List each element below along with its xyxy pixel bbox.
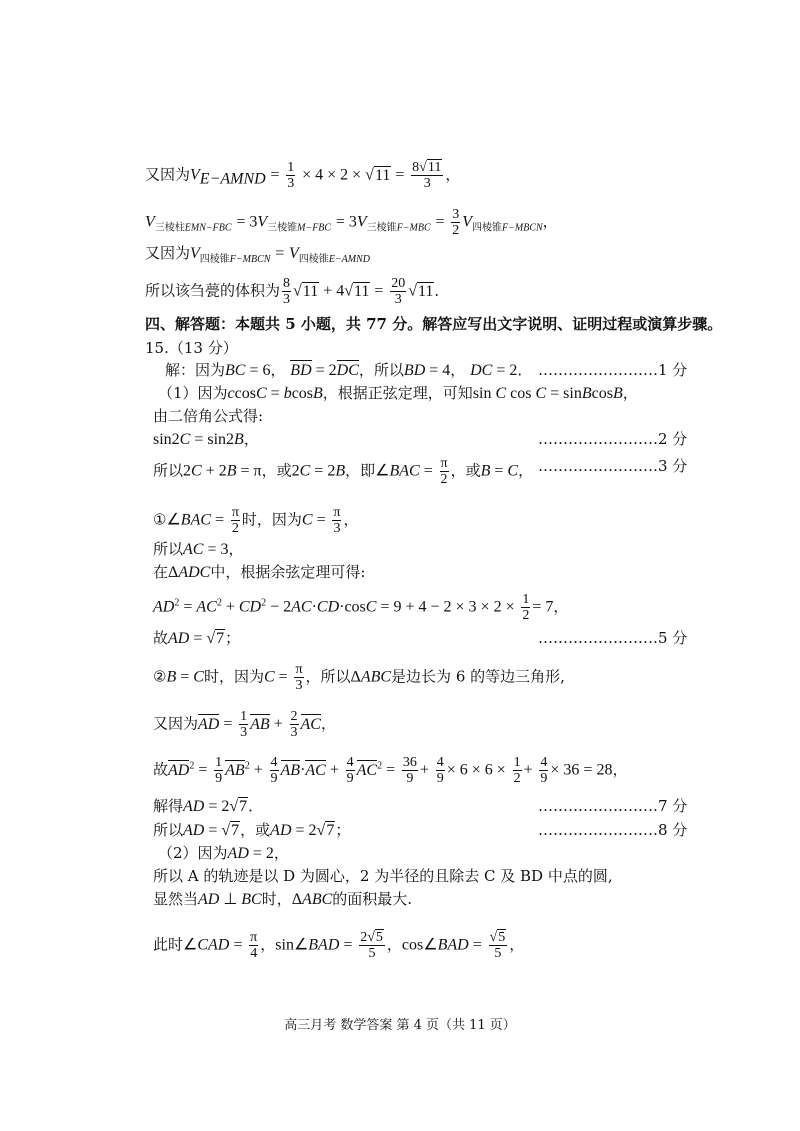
volume-e-amnd-line: 又因为$V_{E-AMND}$ = $\frac{1}{3}$ × 4 × 2 × √11 = $\frac{8√11}{3}$ ， xyxy=(145,160,461,191)
fraction-4-9-b: $\frac{4}{9}$ xyxy=(346,755,354,786)
case1-line: ①∠BAC = $\frac{\pi}{2}$ 时，因为C = $\frac{\pi}{3}$ ， xyxy=(153,505,359,536)
cosine-law-line: $AD^2 = AC^2 + CD^2 - 2AC\cdot CD\cdot\cos C = 9 + 4 - 2 \times 3 \times 2$ × $\frac{1}{2}$ = 7， xyxy=(153,592,569,623)
fraction-1-3: $\frac{1}{3}$ xyxy=(287,160,295,191)
section-four-header: 四、解答题：本题共 5 小题，共 77 分。解答应写出文字说明、证明过程或演算步骤。 xyxy=(145,315,723,333)
case2-line: ②B = C时，因为C = $\frac{\pi}{3}$ ，所以ΔABC是边长为 6 的等边三角形, xyxy=(153,662,565,693)
part2-line: （2）因为AD = 2， xyxy=(158,844,289,862)
fraction-pi-2-case1: $\frac{\pi}{2}$ xyxy=(231,505,239,536)
triangle-adc-line: 在ΔADC中，根据余弦定理可得: xyxy=(153,563,366,581)
fraction-sqrt5-5: $\frac{√5}{5}$ xyxy=(489,930,506,961)
fraction-pi-4: $\frac{\pi}{4}$ xyxy=(250,930,258,961)
fraction-1-2: $\frac{1}{2}$ xyxy=(522,592,530,623)
fraction-4-9-c: $\frac{4}{9}$ xyxy=(436,755,444,786)
fraction-3-2: $\frac{3}{2}$ xyxy=(452,207,460,238)
score-3: ……………………3 分 xyxy=(538,457,688,475)
angle-cases-line: 所以2C + 2B = π，或2C = 2B，即∠BAC = $\frac{\pi}{2}$ ，或B = C， xyxy=(153,456,534,487)
locus-line: 所以 A 的轨迹是以 D 为圆心，2 为半径的且除去 C 及 BD 中点的圆, xyxy=(153,867,613,885)
ac-equals-line: 所以AC = 3， xyxy=(153,540,244,558)
fraction-36-9: $\frac{36}{9}$ xyxy=(402,755,417,786)
vector-ad-line: 又因为AD = $\frac{1}{3}$ AB + $\frac{2}{3}$ AC， xyxy=(153,709,336,740)
fraction-pi-3: $\frac{\pi}{3}$ xyxy=(333,505,341,536)
fraction-8-3: $\frac{8}{3}$ xyxy=(283,276,291,307)
solve-ad-line: 解得AD = 2√7． xyxy=(153,797,264,815)
score-7: ……………………7 分 xyxy=(538,797,688,815)
fraction-pi-2: $\frac{\pi}{2}$ xyxy=(440,456,448,487)
ad-sqrt7-line: 故AD = √7； xyxy=(153,629,241,647)
solution-given-line: 解：因为BC = 6， BD = 2DC，所以BD = 4， DC = 2． xyxy=(165,361,533,379)
double-angle-intro: 由二倍角公式得: xyxy=(153,407,264,425)
fraction-4-9-d: $\frac{4}{9}$ xyxy=(540,755,548,786)
fraction-1-9: $\frac{1}{9}$ xyxy=(215,755,223,786)
score-5: ……………………5 分 xyxy=(538,629,688,647)
fraction-8sqrt11-3: $\frac{8√11}{3}$ xyxy=(412,160,442,191)
fraction-2-3-vec: $\frac{2}{3}$ xyxy=(290,709,298,740)
fraction-pi-3-case2: $\frac{\pi}{3}$ xyxy=(295,662,303,693)
max-area-line: 显然当AD ⊥ BC时，ΔABC的面积最大. xyxy=(153,890,413,908)
fraction-4-9-a: $\frac{4}{9}$ xyxy=(270,755,278,786)
problem-15-title: 15.（13 分） xyxy=(145,339,238,357)
page-footer: 高三月考 数学答案 第 4 页（共 11 页） xyxy=(284,1018,516,1033)
score-8: ……………………8 分 xyxy=(538,821,688,839)
score-1: ……………………1 分 xyxy=(538,361,688,379)
pyramid-equal-line: 又因为$V_{四棱锥F-MBCN} = V_{四棱锥E-AMND}$ xyxy=(145,244,370,265)
fraction-20-3: $\frac{20}{3}$ xyxy=(391,276,406,307)
ad-conclusion-line: 所以AD = √7，或AD = 2√7； xyxy=(153,821,351,839)
part1-intro-line: （1）因为ccosC = bcosB，根据正弦定理，可知sin C cos C = sinBcosB， xyxy=(158,384,638,402)
total-volume-line: 所以该刍甍的体积为 $\frac{8}{3}$ √11 + 4√11 = $\frac{20}{3}$ √11． xyxy=(145,276,450,307)
prism-relation-line: $V_{三棱柱EMN-FBC} = 3V_{三棱锥M-FBC} = 3V_{三棱锥F-MBC}$ = $\frac{3}{2}$ $V_{四棱锥F-MBCN}$， xyxy=(145,207,558,238)
sin2c-line: sin2C = sin2B， xyxy=(153,430,259,448)
fraction-2sqrt5-5: $\frac{2√5}{5}$ xyxy=(360,930,383,961)
score-2: ……………………2 分 xyxy=(538,430,688,448)
vector-square-line: 故$AD^2$ = $\frac{1}{9}$ $AB^2$ + $\frac{4}{9}$ AB·AC + $\frac{4}{9}$ $AC^2$ = $\frac{36}{9}$ + $\frac{4}{9}$ × 6 × 6 × $\frac{1}{2}$ + $\frac{4}{9}$ × 36 = 28， xyxy=(153,755,628,786)
angle-values-line: 此时∠CAD = $\frac{\pi}{4}$ ，sin∠BAD = $\frac{2√5}{5}$ ，cos∠BAD = $\frac{√5}{5}$ ， xyxy=(153,930,525,961)
fraction-1-2-b: $\frac{1}{2}$ xyxy=(513,755,521,786)
fraction-1-3-vec: $\frac{1}{3}$ xyxy=(240,709,248,740)
